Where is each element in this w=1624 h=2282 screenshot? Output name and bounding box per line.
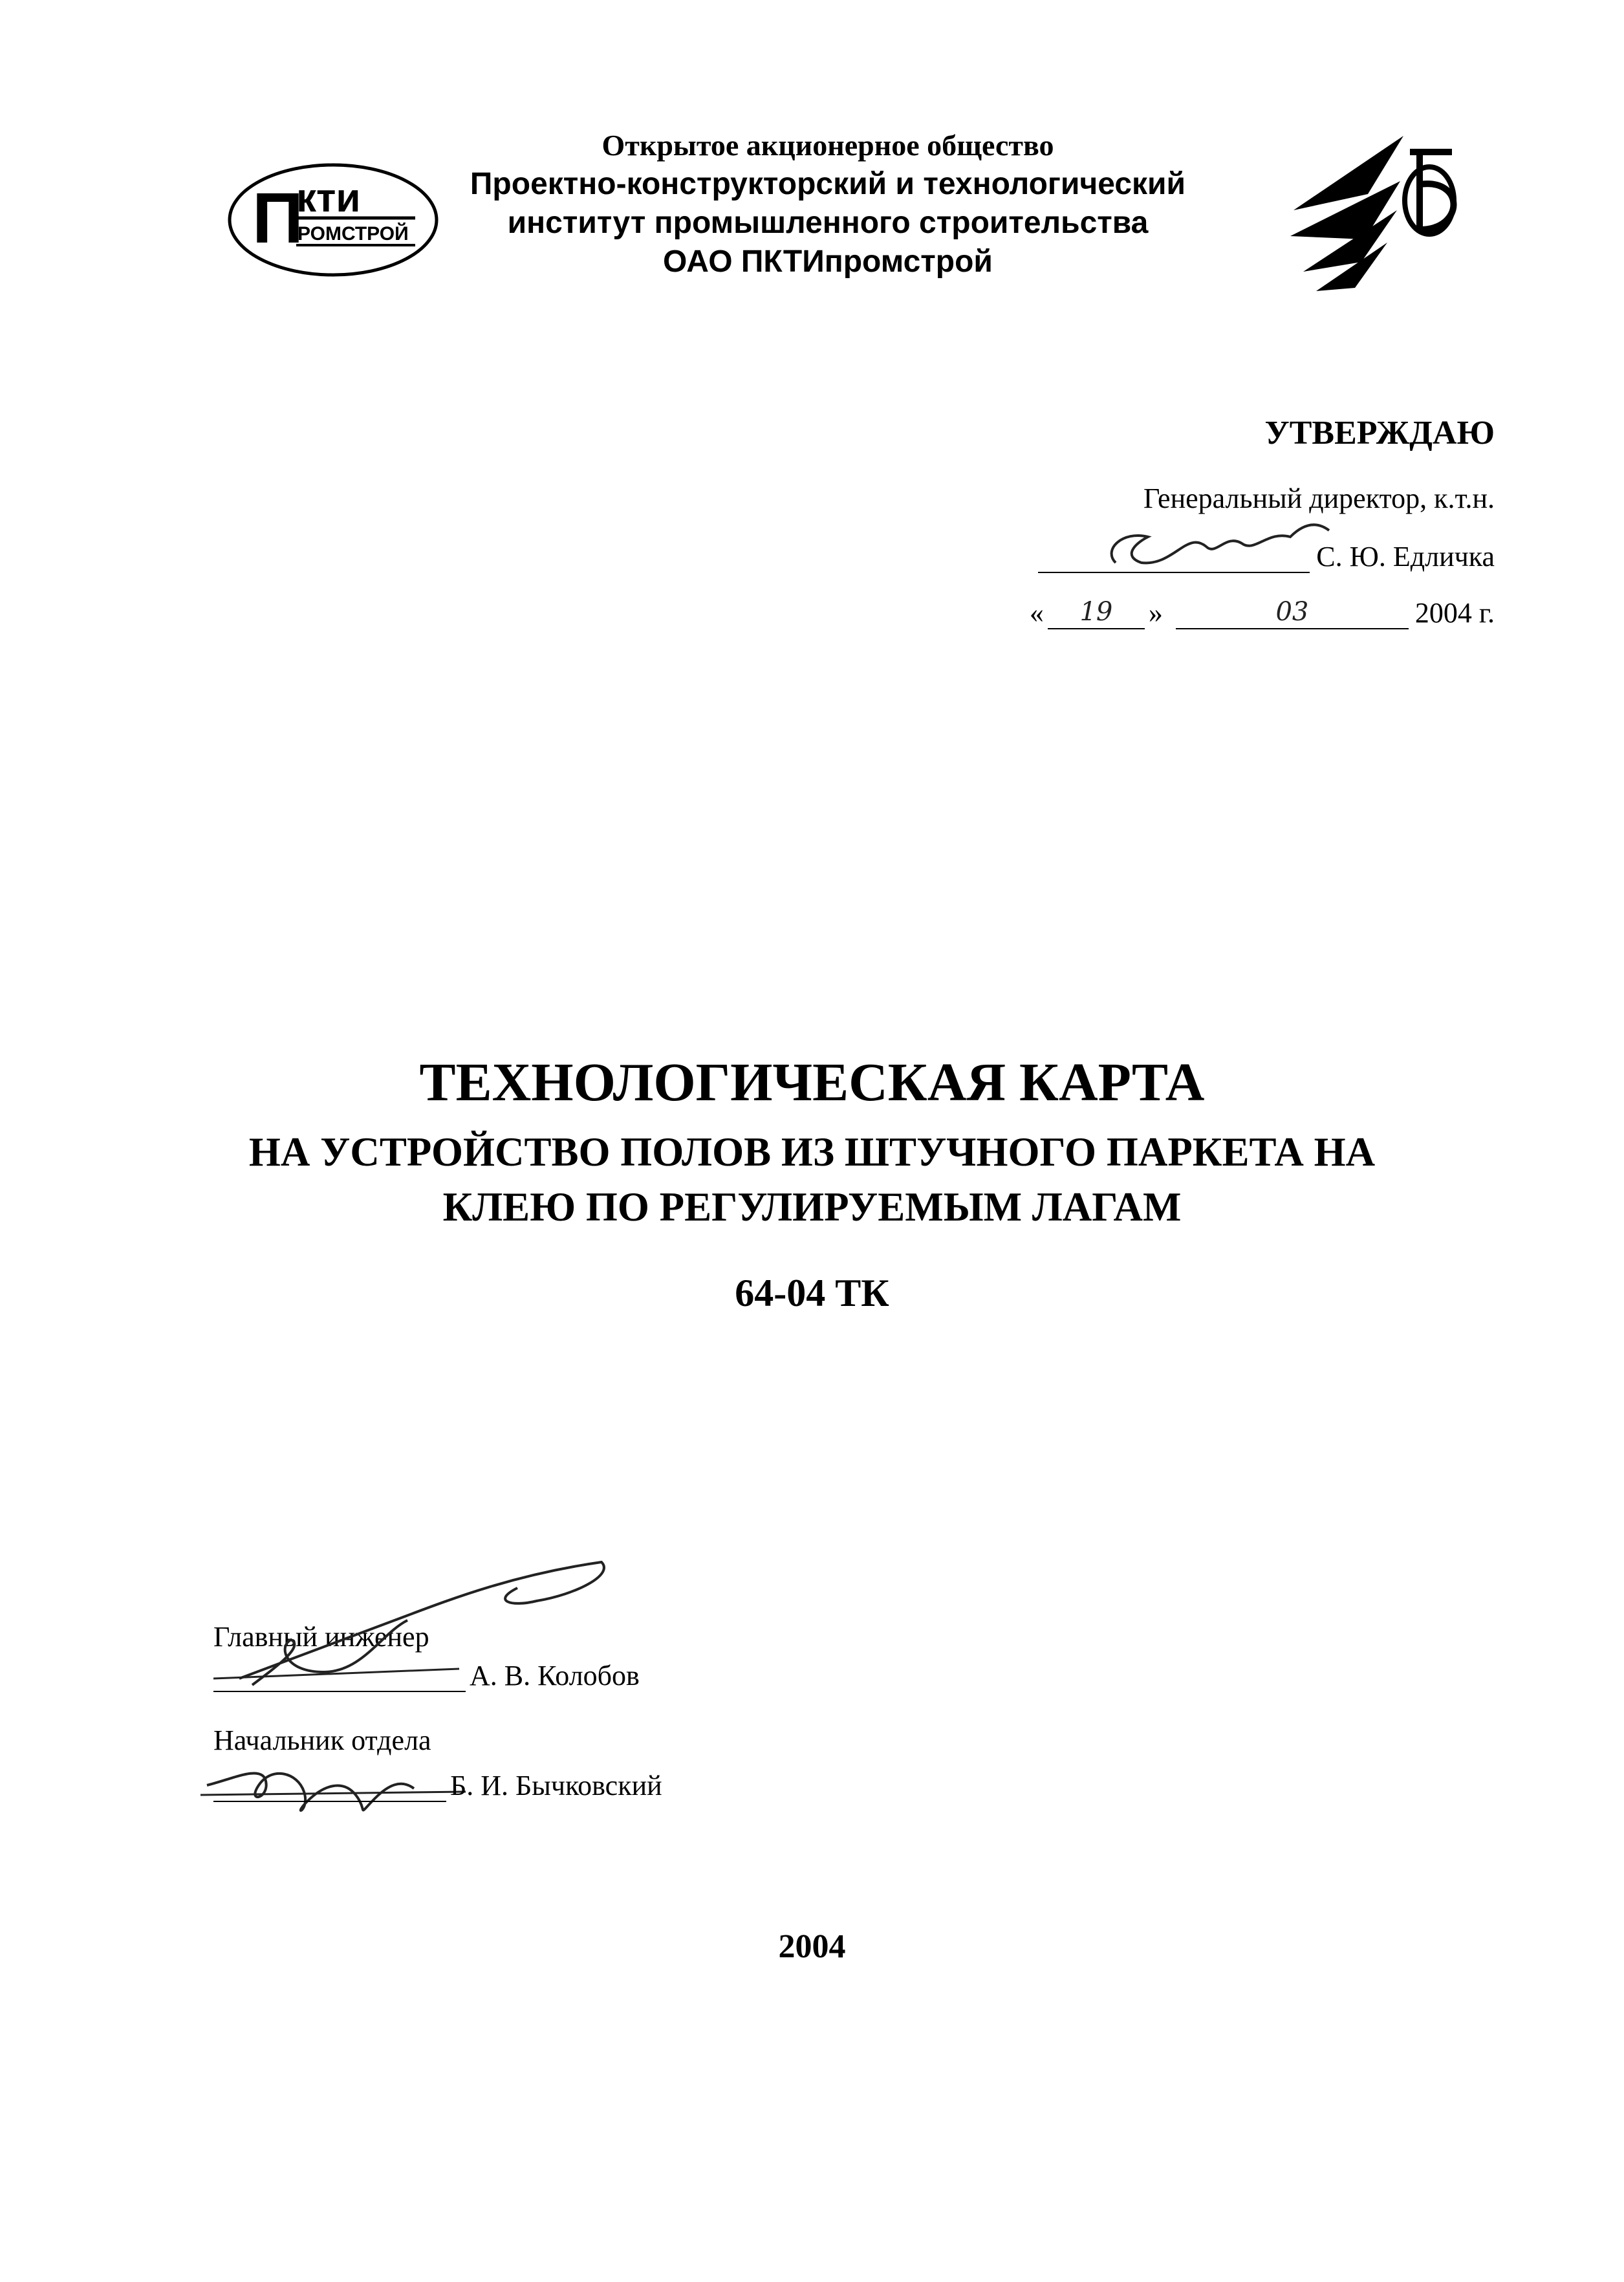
- org-type: Открытое акционерное общество: [601, 129, 1054, 162]
- chief-engineer-row: [213, 1659, 640, 1692]
- org-name-line1: Проектно-конструкторский и технологический: [470, 167, 1186, 201]
- document-subtitle-line1: НА УСТРОЙСТВО ПОЛОВ ИЗ ШТУЧНОГО ПАРКЕТА НА: [248, 1129, 1376, 1175]
- dept-head-name: Б. И. Бычковский: [450, 1770, 662, 1801]
- date-close-quote: »: [1148, 597, 1163, 629]
- date-month: 03: [1275, 597, 1309, 627]
- logo-text-promstroy: РОМСТРОЙ: [298, 223, 409, 244]
- date-day: 19: [1079, 597, 1113, 627]
- approval-date-row: [1030, 596, 1495, 629]
- date-month-field: [1176, 597, 1409, 629]
- approver-name: С. Ю. Едличка: [1316, 541, 1495, 572]
- document-subtitle-line2: КЛЕЮ ПО РЕГУЛИРУЕМЫМ ЛАГАМ: [442, 1184, 1182, 1230]
- chief-engineer-title: Главный инженер: [213, 1621, 429, 1653]
- dept-head-title: Начальник отдела: [213, 1724, 431, 1756]
- date-day-field: [1048, 597, 1145, 629]
- pkti-logo: [226, 158, 440, 278]
- signature-line: [1038, 543, 1310, 573]
- organization-header: [414, 126, 1242, 281]
- director-signature: [1096, 517, 1342, 576]
- chief-engineer-name: А. В. Колобов: [470, 1660, 640, 1691]
- document-title: ТЕХНОЛОГИЧЕСКАЯ КАРТА: [419, 1052, 1205, 1113]
- org-short-name: ОАО ПКТИпромстрой: [663, 244, 993, 279]
- org-name-line2: институт промышленного строительства: [507, 206, 1149, 240]
- approver-position: Генеральный директор, к.т.н.: [1143, 483, 1495, 514]
- dept-head-signature-line: [213, 1772, 446, 1802]
- approver-signature-row: [1038, 540, 1495, 573]
- logo-text-kti: кти: [296, 176, 361, 221]
- logo-letter-p: П: [252, 179, 304, 258]
- dept-head-row: [213, 1769, 662, 1802]
- approval-title: УТВЕРЖДАЮ: [1264, 415, 1495, 451]
- emblem-logo: [1290, 133, 1468, 294]
- document-year: 2004: [778, 1928, 846, 1965]
- date-open-quote: «: [1029, 597, 1044, 629]
- document-code: 64-04 ТК: [735, 1272, 889, 1314]
- chief-engineer-signature-line: [213, 1662, 466, 1692]
- date-year: 2004 г.: [1414, 597, 1495, 629]
